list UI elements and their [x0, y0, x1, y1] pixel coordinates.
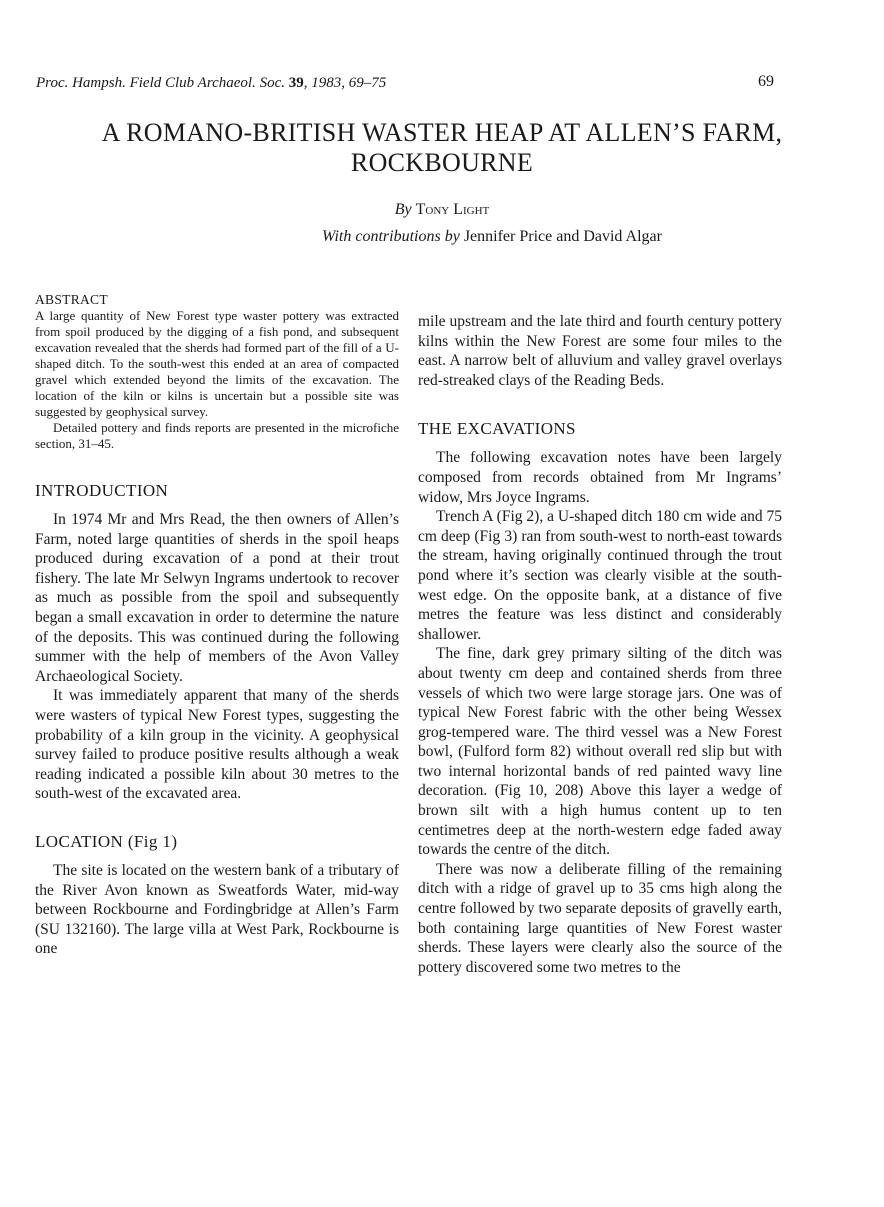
- location-paragraph: The site is located on the western bank of a tributary of the River Avon known as Sweatfords Water, mid-way between Rockbourne and Fordingbridge at Allen’s Farm (SU 132160). The large villa at West Park, Rockbourne is one: [35, 861, 399, 958]
- abstract-heading: ABSTRACT: [35, 292, 108, 307]
- author-byline: By Tony Light: [394, 201, 490, 218]
- introduction-paragraph-1: In 1974 Mr and Mrs Read, the then owners of Allen’s Farm, noted large quantities of sherds in the spoil heaps produced during excavation of a pond at their trout fishery. The late Mr Selwyn Ingrams undertook to recover as much as possible from the spoil and subsequently began a small excavation in order to determine the nature of the deposits. This was continued during the following summer with the help of members of the Avon Valley Archaeological Society.: [35, 511, 399, 685]
- excavations-paragraph-3: The fine, dark grey primary silting of the ditch was about twenty cm deep and contained sherds from three vessels of which two were large storage jars. One was of typical New Forest fabric with the other being Wessex grog-tempered ware. The third vessel was a New Forest bowl, (Fulford form 82) without overall red slip but with two internal horizontal bands of red painted wavy line decoration. (Fig 10, 208) Above this layer a wedge of brown silt with a high humus content up to ten centimetres deep at the north-western edge faded away towards the centre of the ditch.: [418, 645, 782, 859]
- contributors-line: With contributions by Jennifer Price and David Algar: [322, 228, 662, 245]
- title-line-1: A ROMANO-BRITISH WASTER HEAP AT ALLEN’S FARM,: [101, 118, 783, 147]
- excavations-paragraph-1: The following excavation notes have been largely composed from records obtained from Mr Ingrams’ widow, Mrs Joyce Ingrams.: [418, 449, 782, 506]
- location-heading: LOCATION (Fig 1): [35, 831, 178, 851]
- excavations-heading: THE EXCAVATIONS: [418, 419, 576, 439]
- excavations-paragraph-4: There was now a deliberate filling of the remaining ditch with a ridge of gravel up to 35 cms high along the centre followed by two separate deposits of gravelly earth, both containing large quantities of New Forest waster sherds. These layers were clearly also the source of the pottery discovered some two metres to the: [418, 860, 782, 976]
- article-title: [30, 118, 854, 178]
- abstract-text: A large quantity of New Forest type waster pottery was extracted from spoil produced by the digging of a fish pond, and subsequent excavation revealed that the sherds had formed part of the fill of a U-shaped ditch. To the south-west this ended at an area of compacted gravel which extended beyond the limits of the excavation. The location of the kiln or kilns is uncertain but a possible site was suggested by geophysical survey.: [35, 308, 399, 419]
- right-column: [418, 312, 782, 977]
- title-line-2: ROCKBOURNE: [350, 148, 534, 177]
- running-header-citation: Proc. Hampsh. Field Club Archaeol. Soc. 39, 1983, 69–75: [36, 75, 387, 91]
- location-continuation: mile upstream and the late third and fourth century pottery kilns within the New Forest are some four miles to the east. A narrow belt of alluvium and valley gravel overlays red-streaked clays of the Reading Beds.: [418, 313, 782, 389]
- citation-volume: 39: [288, 75, 304, 91]
- page-number: 69: [758, 73, 774, 90]
- left-column: [35, 292, 399, 959]
- author-name: Tony Light: [415, 201, 490, 218]
- abstract-note: Detailed pottery and finds reports are presented in the microfiche section, 31–45.: [35, 420, 399, 451]
- contributor-names: Jennifer Price and David Algar: [463, 228, 662, 245]
- introduction-paragraph-2: It was immediately apparent that many of the sherds were wasters of typical New Forest types, suggesting the probability of a kiln group in the vicinity. A geophysical survey failed to produce positive results although a weak reading indicated a possible kiln about 30 metres to the south-west of the excavated area.: [35, 687, 399, 803]
- introduction-heading: INTRODUCTION: [35, 481, 169, 500]
- excavations-paragraph-2: Trench A (Fig 2), a U-shaped ditch 180 cm wide and 75 cm deep (Fig 3) ran from south-west to north-east towards the stream, having originally continued through the trout pond where it’s section was clearly visible at the south-west edge. On the opposite bank, at a distance of five metres the feature was less distinct and considerably shallower.: [418, 508, 782, 643]
